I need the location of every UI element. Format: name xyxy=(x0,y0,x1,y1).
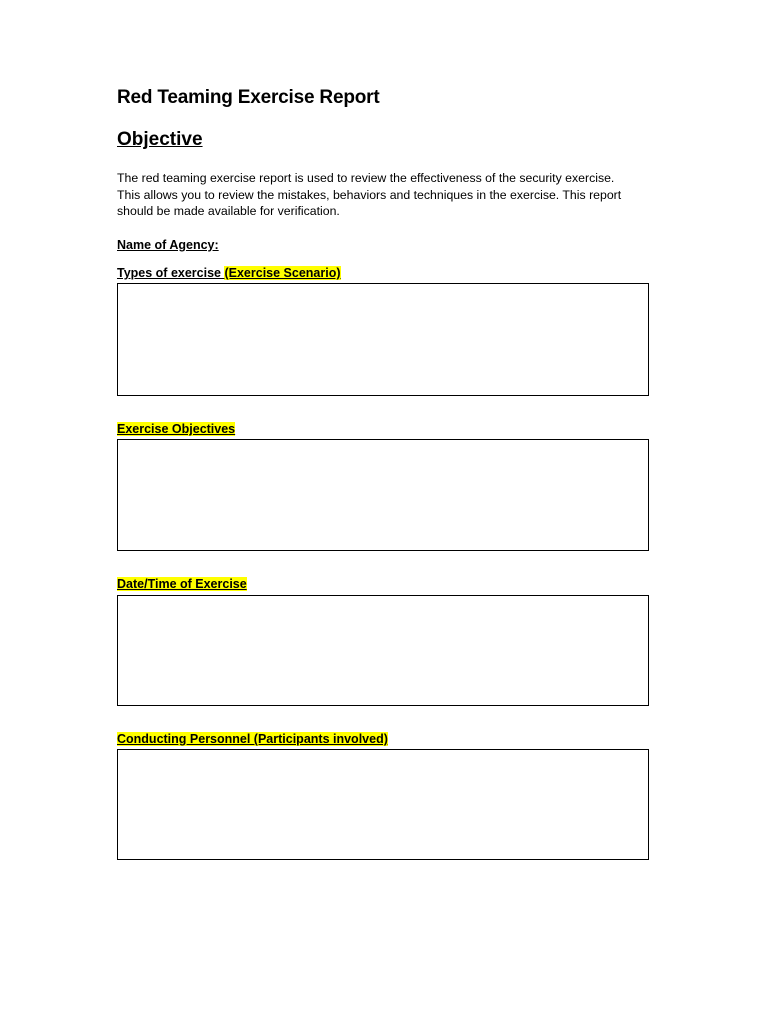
intro-line: should be made available for verification. xyxy=(117,204,340,218)
intro-line: The red teaming exercise report is used to review the effectiveness of the security exercise. xyxy=(117,171,615,185)
intro-line: This allows you to review the mistakes, behaviors and techniques in the exercise. This report xyxy=(117,187,622,202)
exercise-datetime-label-text: Date/Time of Exercise xyxy=(117,577,247,591)
exercise-scenario-field[interactable] xyxy=(117,283,649,396)
exercise-types-label-text: Types of exercise xyxy=(117,266,225,280)
exercise-objectives-label-text: Exercise Objectives xyxy=(117,422,236,436)
conducting-personnel-label-text: Conducting Personnel (Participants involved) xyxy=(117,732,388,746)
conducting-personnel-label xyxy=(117,732,388,746)
exercise-objectives-field[interactable] xyxy=(117,439,649,551)
conducting-personnel-field[interactable] xyxy=(117,749,649,860)
agency-label: Name of Agency: xyxy=(117,238,219,252)
exercise-scenario-highlight: (Exercise Scenario) xyxy=(224,266,341,280)
exercise-datetime-field[interactable] xyxy=(117,595,649,706)
document-title: Red Teaming Exercise Report xyxy=(117,87,380,108)
intro-paragraph xyxy=(117,170,657,220)
section-heading-objective: Objective xyxy=(117,129,203,150)
exercise-datetime-label xyxy=(117,577,247,591)
exercise-objectives-label xyxy=(117,422,235,436)
exercise-types-label xyxy=(117,266,341,280)
